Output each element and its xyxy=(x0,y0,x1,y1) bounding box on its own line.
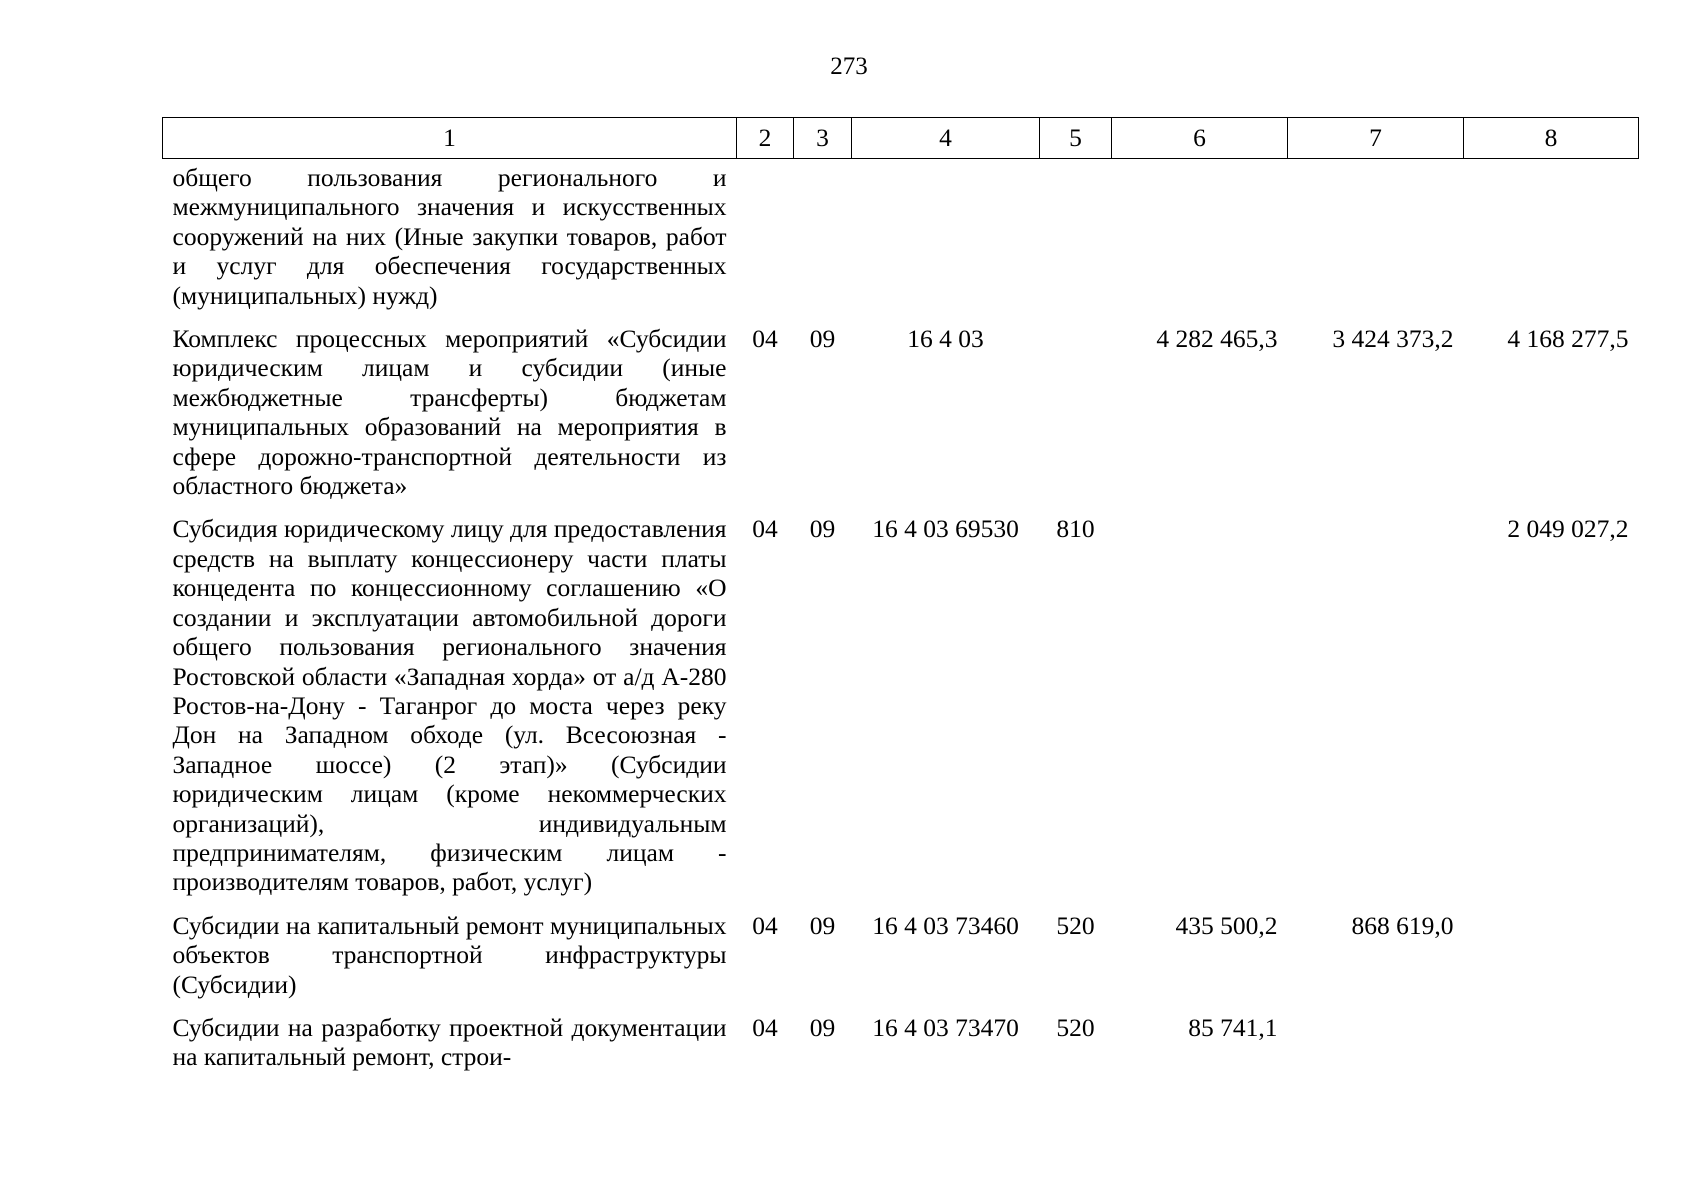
row-expense-type: 520 xyxy=(1056,1012,1095,1042)
row-section-code: 04 xyxy=(752,324,778,354)
row-amount-col7 xyxy=(1288,159,1464,321)
column-header-3: 3 xyxy=(794,118,852,159)
row-target-article xyxy=(852,159,1040,321)
row-description: Субсидии на разработку проектной документации на капитальный ремонт, строи- xyxy=(172,1012,727,1072)
row-amount-col8 xyxy=(1464,907,1639,1009)
budget-table xyxy=(162,117,1639,1072)
header-row xyxy=(163,118,1639,159)
row-expense-type: 520 xyxy=(1056,910,1095,940)
row-amount-col7: 3 424 373,2 xyxy=(1332,324,1454,354)
row-amount-col6: 435 500,2 xyxy=(1175,910,1278,940)
row-target-article: 16 4 03 xyxy=(907,324,984,354)
column-header-5: 5 xyxy=(1040,118,1112,159)
column-header-4: 4 xyxy=(852,118,1040,159)
table-row xyxy=(163,907,1639,1009)
row-amount-col8: 2 049 027,2 xyxy=(1507,514,1629,544)
row-subsection-code: 09 xyxy=(809,514,836,544)
table-row xyxy=(163,510,1639,906)
row-target-article: 16 4 03 69530 xyxy=(872,514,1019,544)
row-expense-type: 810 xyxy=(1056,514,1095,544)
column-header-2: 2 xyxy=(737,118,794,159)
column-header-6: 6 xyxy=(1112,118,1288,159)
row-amount-col8 xyxy=(1464,159,1639,321)
row-section-code xyxy=(737,159,794,321)
row-subsection-code: 09 xyxy=(809,910,836,940)
row-amount-col6: 85 741,1 xyxy=(1188,1012,1278,1042)
row-subsection-code xyxy=(794,159,852,321)
column-header-1: 1 xyxy=(163,118,737,159)
row-section-code: 04 xyxy=(752,514,778,544)
row-amount-col6 xyxy=(1112,159,1288,321)
row-target-article: 16 4 03 73460 xyxy=(872,910,1019,940)
row-section-code: 04 xyxy=(752,910,778,940)
row-amount-col7: 868 619,0 xyxy=(1351,910,1454,940)
row-subsection-code: 09 xyxy=(809,1012,836,1042)
row-amount-col7 xyxy=(1288,510,1464,906)
row-subsection-code: 09 xyxy=(809,324,836,354)
row-amount-col6: 4 282 465,3 xyxy=(1156,324,1278,354)
row-amount-col7 xyxy=(1288,1009,1464,1072)
row-description: Субсидия юридическому лицу для предоставления средств на выплату концессионеру части платы концедента по концессионному соглашению «О создании и эксплуатации автомобильной дороги общего пользования регионального значения Ростовской области «Западная хорда» от а/д А-280 Ростов-на-Дону - Таганрог до моста через реку Дон на Западном обходе (ул. Всесоюзная - Западное шоссе) (2 этап)» (Субсидии юридическим лицам (кроме некоммерческих организаций), индивидуальным предпринимателям, физическим лицам - производителям товаров, работ, услуг) xyxy=(172,514,727,897)
row-target-article: 16 4 03 73470 xyxy=(872,1012,1019,1042)
column-header-8: 8 xyxy=(1464,118,1639,159)
row-description: Комплекс процессных мероприятий «Субсидии юридическим лицам и субсидии (иные межбюджетные трансферты) бюджетам муниципальных образований на мероприятия в сфере дорожно-транспортной деятельности из областного бюджета» xyxy=(172,324,727,501)
table-row xyxy=(163,159,1639,321)
row-description: Субсидии на капитальный ремонт муниципальных объектов транспортной инфраструктуры (Субсидии) xyxy=(172,910,727,999)
page-number: 273 xyxy=(830,53,868,80)
row-expense-type xyxy=(1040,320,1112,510)
row-amount-col8 xyxy=(1464,1009,1639,1072)
row-section-code: 04 xyxy=(752,1012,778,1042)
table-row xyxy=(163,1009,1639,1072)
row-expense-type xyxy=(1040,159,1112,321)
table-row xyxy=(163,320,1639,510)
column-header-7: 7 xyxy=(1288,118,1464,159)
row-description: общего пользования регионального и межмуниципального значения и искусственных сооружений на них (Иные закупки товаров, работ и услуг для обеспечения государственных (муниципальных) нужд) xyxy=(172,163,727,310)
row-amount-col8: 4 168 277,5 xyxy=(1507,324,1629,354)
row-amount-col6 xyxy=(1112,510,1288,906)
